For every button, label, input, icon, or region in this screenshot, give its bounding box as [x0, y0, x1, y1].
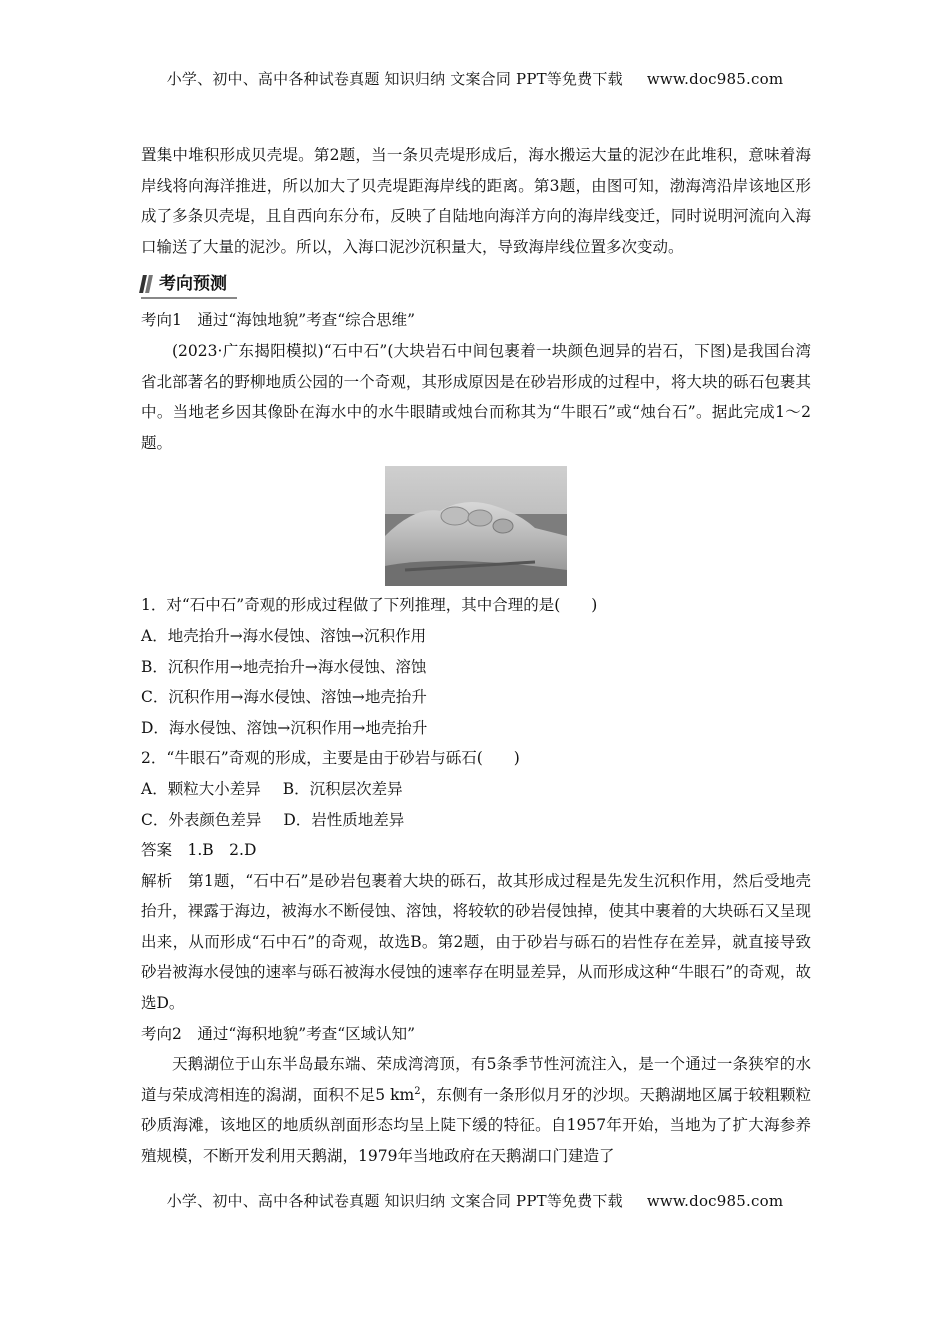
section-marker-icon	[141, 275, 153, 293]
analysis: 解析 第1题，“石中石”是砂岩包裹着大块的砾石，故其形成过程是先发生沉积作用，然后受地壳抬升，裸露于海边，被海水不断侵蚀、溶蚀，将较软的砂岩侵蚀掉，使其中裹着的大块砾石又呈现出来，从而形成“石中石”的奇观，故选B。第2题，由于砂岩与砾石的岩性存在差异，就直接导致砂岩被海水侵蚀的速率与砾石被海水侵蚀的速率存在明显差异，从而形成这种“牛眼石”的奇观，故选D。	[141, 871, 811, 1013]
document-body	[141, 140, 811, 1172]
section-title-box	[141, 272, 237, 299]
figure-wrap	[141, 466, 811, 586]
footer-site: www.doc985.com	[646, 1192, 784, 1210]
topic2-material	[141, 1049, 811, 1171]
section-title: 考向预测	[159, 274, 227, 295]
topic1-heading: 考向1 通过“海蚀地貌”考查“综合思维”	[141, 311, 416, 330]
topic2-material-part-a: 天鹅湖位于山东半岛最东端、荣成湾湾顶，有5条季节性河流注入，是一个通过一条狭窄的水道与荣成湾相连的潟湖，面积不足5 km	[141, 1055, 811, 1104]
q1-stem: 1．对“石中石”奇观的形成过程做了下列推理，其中合理的是( )	[141, 596, 598, 615]
topic2-heading: 考向2 通过“海积地貌”考查“区域认知”	[141, 1024, 416, 1043]
header-site: www.doc985.com	[646, 70, 784, 88]
q1-option-b: B．沉积作用→地壳抬升→海水侵蚀、溶蚀	[141, 657, 427, 676]
q1-option-a: A．地壳抬升→海水侵蚀、溶蚀→沉积作用	[141, 626, 427, 645]
q2-stem: 2．“牛眼石”奇观的形成，主要是由于砂岩与砾石( )	[141, 749, 520, 768]
footer-text: 小学、初中、高中各种试卷真题 知识归纳 文案合同 PPT等免费下载	[166, 1192, 623, 1210]
page-footer	[0, 1190, 950, 1211]
q2-option-a: A．颗粒大小差异	[141, 779, 261, 798]
intro-paragraph: 置集中堆积形成贝壳堤。第2题，当一条贝壳堤形成后，海水搬运大量的泥沙在此堆积，意味着海岸线将向海洋推进，所以加大了贝壳堤距海岸线的距离。第3题，由图可知，渤海湾沿岸该地区形成了多条贝壳堤，且自西向东分布，反映了自陆地向海洋方向的海岸线变迁，同时说明河流向入海口输送了大量的泥沙。所以，入海口泥沙沉积量大，导致海岸线位置多次变动。	[141, 146, 811, 256]
q2-option-c: C．外表颜色差异	[141, 810, 262, 829]
q1-option-c: C．沉积作用→海水侵蚀、溶蚀→地壳抬升	[141, 688, 427, 707]
area-unit-superscript: 2	[414, 1085, 421, 1097]
topic1-material: (2023·广东揭阳模拟)“石中石”(大块岩石中间包裹着一块颜色迥异的岩石，下图)是我国台湾省北部著名的野柳地质公园的一个奇观，其形成原因是在砂岩形成的过程中，将大块的砾石包裹其中。当地老乡因其像卧在海水中的水牛眼睛或烛台而称其为“牛眼石”或“烛台石”。据此完成1～2题。	[141, 341, 811, 452]
q2-options-row2	[141, 805, 811, 836]
q2-option-b: B．沉积层次差异	[282, 779, 403, 798]
q2-options-row1	[141, 774, 811, 805]
answer: 答案 1.B 2.D	[141, 841, 257, 860]
topic2-material-part-b: ，东侧有一条形似月牙的沙坝。天鹅湖地区属于较粗颗粒砂质海滩，该地区的地质纵剖面形态均呈上陡下缓的特征。自1957年开始，当地为了扩大海参养殖规模，不断开发利用天鹅湖，1979年当地政府在天鹅湖口门建造了	[141, 1085, 811, 1166]
rock-formation-photo	[385, 466, 567, 586]
q1-option-d: D．海水侵蚀、溶蚀→沉积作用→地壳抬升	[141, 718, 428, 737]
page-header	[0, 68, 950, 89]
header-text: 小学、初中、高中各种试卷真题 知识归纳 文案合同 PPT等免费下载	[166, 70, 623, 88]
q2-option-d: D．岩性质地差异	[283, 810, 405, 829]
